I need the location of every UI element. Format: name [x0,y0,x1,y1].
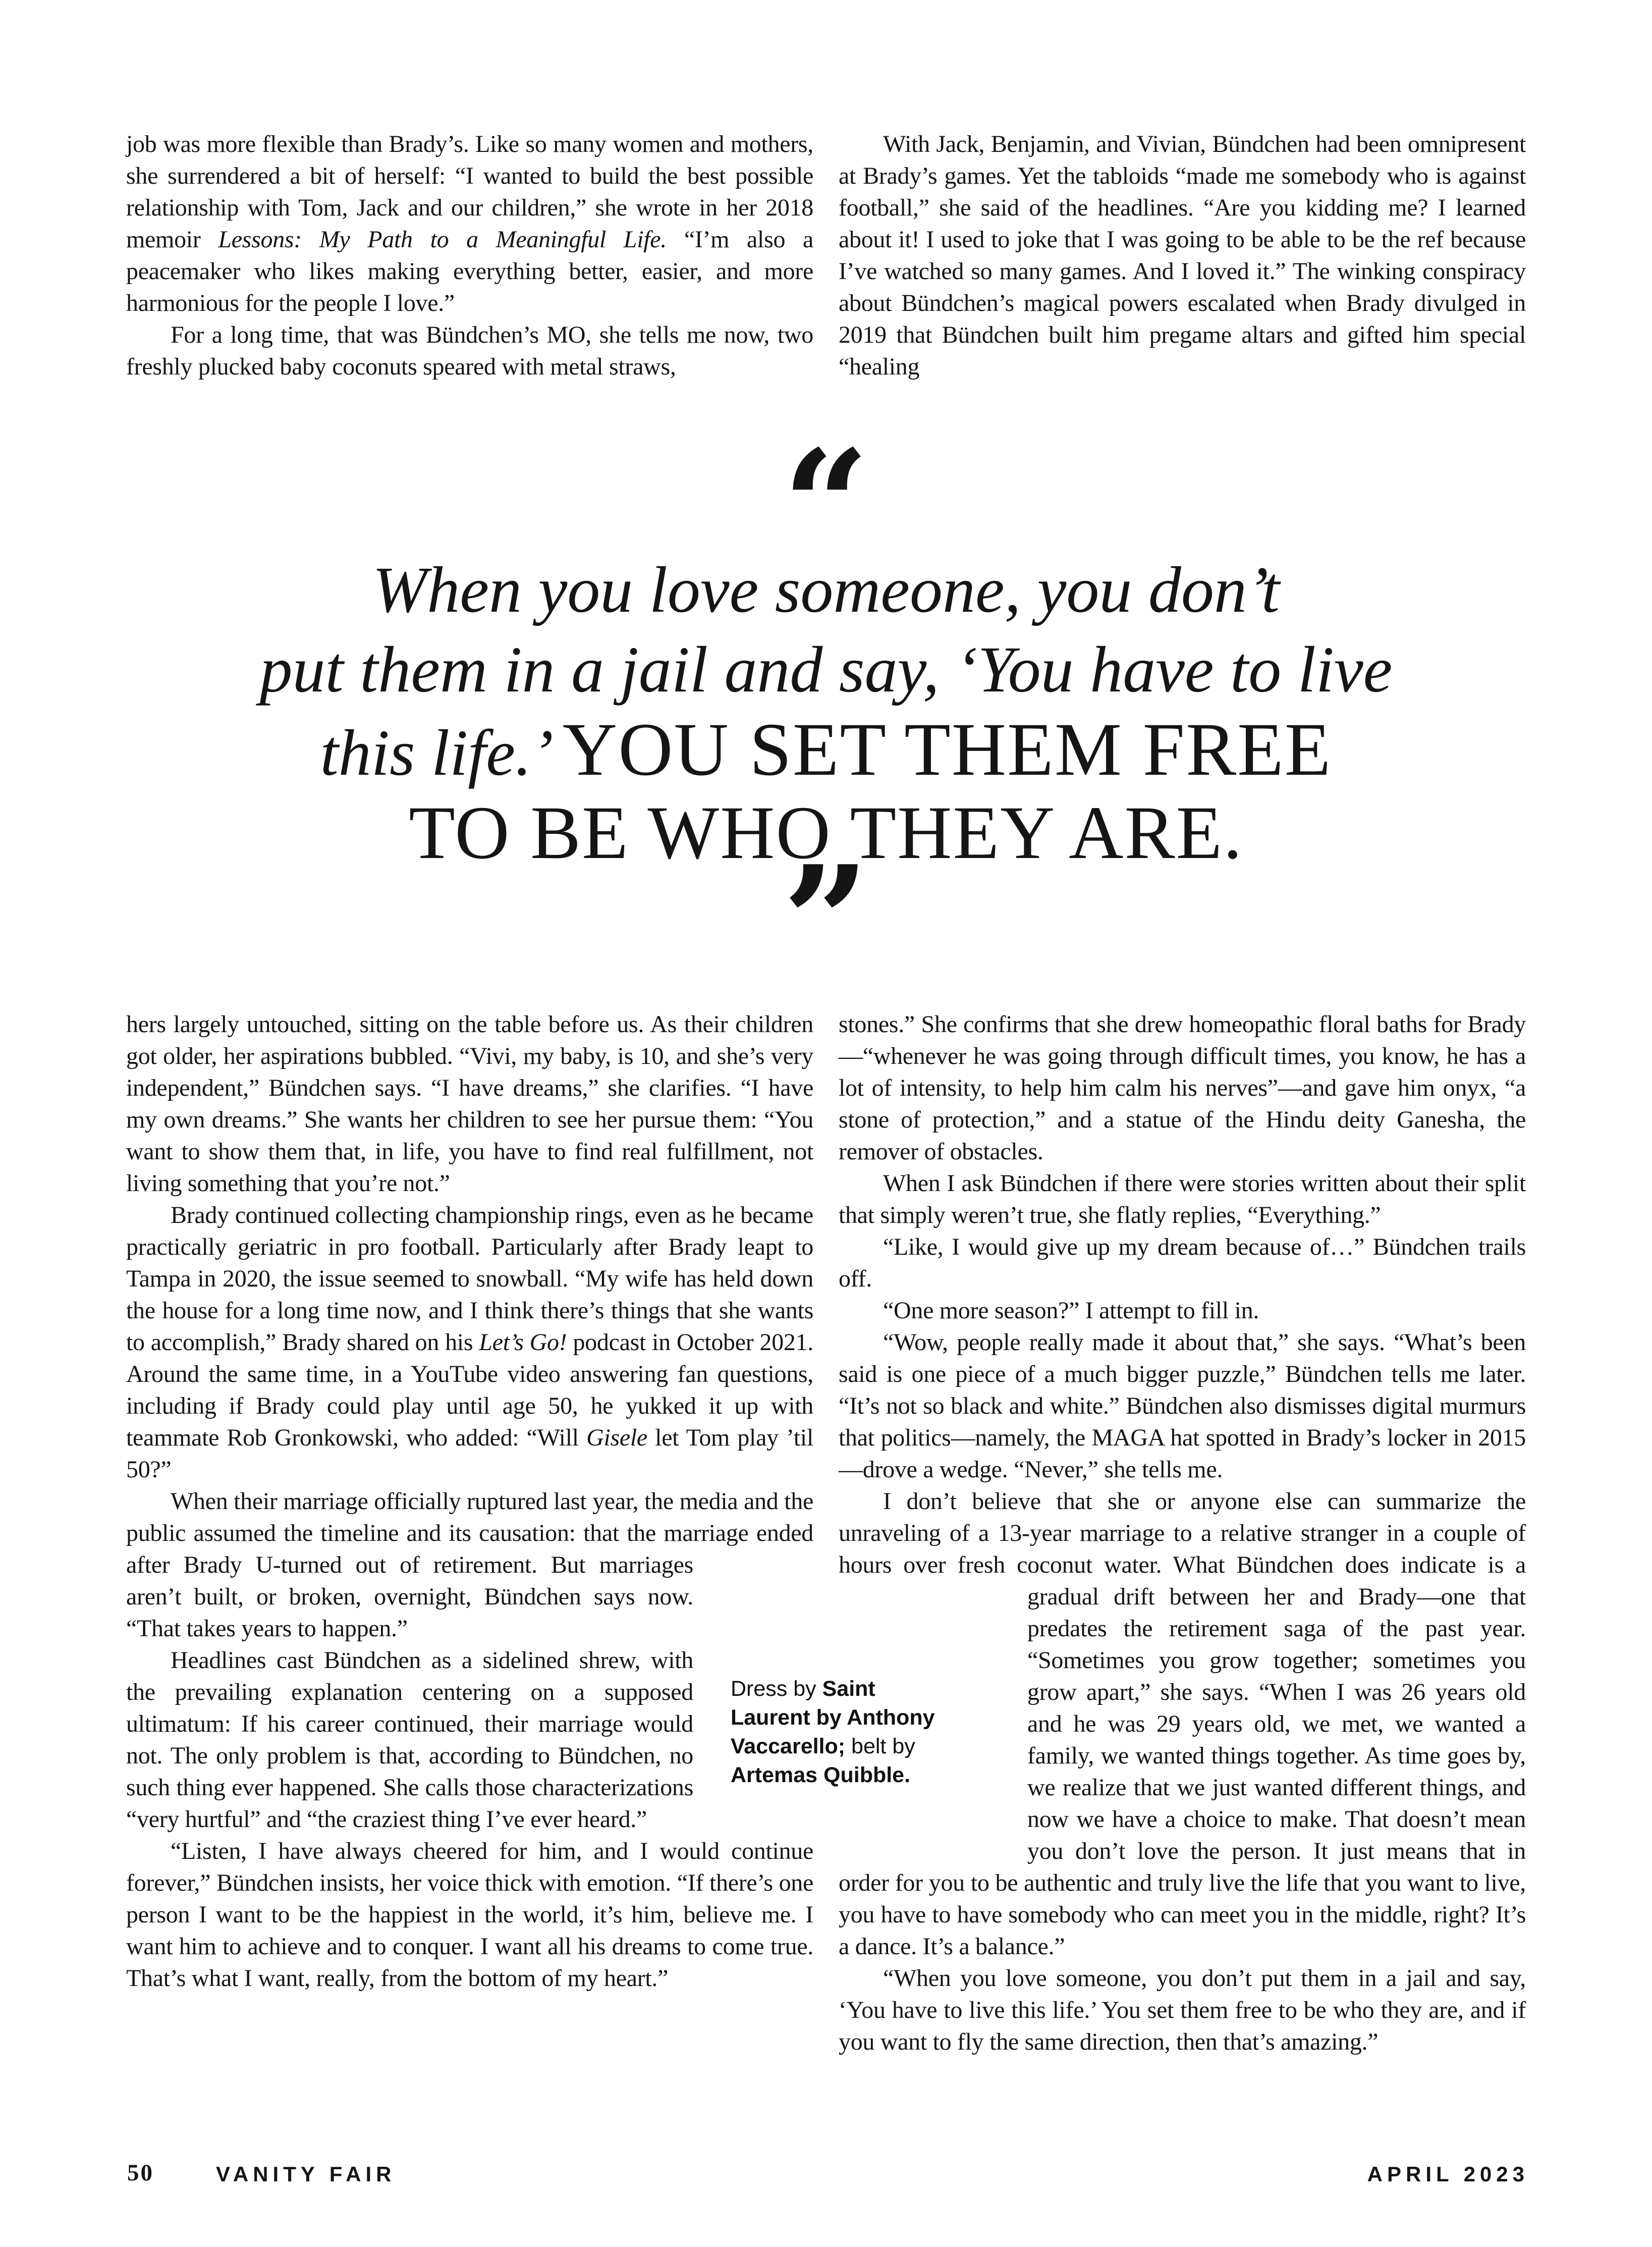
text-segment: Vaccarello; [731,1734,846,1758]
paragraph [839,128,1526,383]
text-segment: “Like, I would give up my dream because of…” Bündchen trails off. [839,1234,1526,1292]
text-segment: When I ask Bündchen if there were stories written about their split that simply weren’t true, she flatly replies, “Everything.” [839,1170,1526,1228]
text-segment: “When you love someone, you don’t put them in a jail and say, ‘You have to live this life.’ You set them free to be who they are, and if you want to fly the same direction, then that’s amazing.” [839,1965,1526,2055]
text-segment: Let’s Go! [479,1329,567,1356]
text-segment: Gisele [586,1424,647,1451]
magazine-name: VANITY FAIR [216,2162,396,2186]
text-segment: “Listen, I have always cheered for him, and I would continue forever,” Bündchen insists, her voice thick with emotion. “If there’s one person I want to be the happiest in the world, it’s him, believe me. I want him to achieve and to conquer. I want all his dreams to come true. That’s what I want, really, from the bottom of my heart.” [126,1838,813,1992]
paragraph [126,1199,813,1485]
page-number: 50 [127,2160,154,2186]
text-segment: marriages aren’t built, or broken, overnight, Bündchen says now. “That takes years to happen.” [126,1552,693,1642]
text-line [731,1761,935,1790]
text-segment: For a long time, that was Bündchen’s MO, she tells me now, two freshly plucked baby coconuts speared with metal straws, [126,322,813,380]
paragraph [126,1485,813,1644]
text-segment: YOU SET THEM FREE [562,708,1332,791]
text-segment: I don’t believe that she or anyone else can summarize the unraveling of a 13-year marriage to a relative stranger in a couple of hours over fresh coconut water. What Bündchen does indicate [839,1488,1526,1578]
text-segment: stones.” She confirms that she drew homeopathic floral baths for Brady—“whenever he was going through difficult times, you know, he has a lot of intensity, to help him calm his nerves”—and gave him onyx, “a stone of protection,” and a statue of the Hindu deity Ganesha, the remover of obstacles. [839,1011,1526,1165]
text-segment: hers largely untouched, sitting on the table before us. As their children got older, her aspirations bubbled. “Vivi, my baby, is 10, and she’s very independent,” Bündchen says. “I have dreams,” she clarifies. “I have my own dreams.” She wants her children to see her pursue them: “You want to show them that, in life, you have to find real fulfillment, not living something that you’re not.” [126,1011,813,1197]
paragraph [839,1295,1526,1326]
paragraph [839,1326,1526,1485]
text-line [131,630,1521,710]
paragraph [126,1835,813,1994]
pull-quote [131,416,1521,1010]
text-segment: Lessons: My Path to a Meaningful Life. [218,226,667,253]
text-segment: podcast in October 2021. Around the same time, in a YouTube video answering fan questions, including if Brady could play until age 50, he yukked it up with teammate Rob Gronkowski, who added: “Will [126,1329,813,1451]
text-segment: When you love someone, you don’t [372,554,1280,626]
text-segment: Saint [822,1677,875,1701]
issue-date: APRIL 2023 [1367,2162,1529,2186]
text-segment: “I’m also a peacemaker who likes making everything better, easier, and more harmonious for the people I love.” [126,226,814,316]
right-column-top [839,128,1526,383]
text-line [731,1732,935,1761]
text-segment: let Tom play ’til 50?” [126,1424,813,1483]
text-segment: put them in a jail and say, ‘You have to live [259,633,1393,706]
paragraph [839,1231,1526,1295]
text-line [131,550,1521,630]
text-segment: is a gradual drift between her and Brady—one that predates the retirement saga of the past year. “Sometimes you grow together; sometimes you grow apart,” she says. “When I was 26 years old and he was 29 years old, we met, we wanted a family, we wanted things together. As time goes by, we realize that we just wanted different things, and now we have a choice to make. That doesn’t mean you don’t love the person. It just means that in order for you to be authentic and truly live the life that you want to live, you have to have somebody who can meet you in the middle, right? It’s a dance. It’s a balance.” [839,1552,1526,1960]
right-column-bottom [839,1008,1526,2058]
left-column-bottom [126,1008,813,1994]
paragraph [839,1485,1526,1962]
paragraph [126,128,813,319]
paragraph [126,319,813,383]
text-segment: Headlines cast Bündchen as a sidelined shrew, with the prevailing explanation centering on a supposed ultimatum: If his career continued, their marriage would not. The only problem is that, according to Bündchen, no such thing ever happened. She calls those characterizations “very hurtful” and “the craziest thing I’ve ever heard.” [126,1647,693,1833]
text-segment: “One more season?” I attempt to fill in. [883,1297,1259,1324]
open-quote-mark-icon: “ [782,416,870,595]
text-segment: TO BE WHO THEY ARE. [409,791,1243,875]
text-segment: belt by [845,1734,915,1758]
text-line [731,1703,935,1732]
close-quote-mark-icon: ” [782,832,870,1010]
text-segment: job was more flexible than Brady’s. Like so many women and mothers, she surrendered a bit of herself: “I wanted to build the best possible relationship with Tom, Jack and our children,” she wrote in her 2018 memoir [126,131,813,253]
paragraph [839,1167,1526,1231]
text-segment: Artemas Quibble. [731,1763,911,1787]
left-column-top [126,128,813,383]
pull-quote-lines [131,550,1521,876]
text-line [731,1675,935,1703]
text-segment: When their marriage officially ruptured last year, the media and the public assumed the timeline and its causation: that the marriage ended after Brady U-turned out of retirement. But [126,1488,813,1578]
photo-credit-caption [731,1675,935,1790]
text-segment: this life.’ [320,717,563,789]
text-line [131,710,1521,793]
text-segment: Laurent by Anthony [731,1705,935,1730]
paragraph [126,1008,813,1199]
text-segment: Brady continued collecting championship rings, even as he became practically geriatric in pro football. Particularly after Brady leapt to Tampa in 2020, the issue seemed to snowball. “My wife has held down the house for a long time now, and I think there’s things that she wants to accomplish,” Brady shared on his [126,1202,813,1356]
text-segment: Dress by [731,1677,822,1701]
paragraph [839,1008,1526,1167]
text-segment: With Jack, Benjamin, and Vivian, Bündchen had been omnipresent at Brady’s games. Yet the tabloids “made me somebody who is against football,” she said of the headlines. “Are you kidding me? I learned about it! I used to joke that I was going to be able to be the ref because I’ve watched so many games. And I loved it.” The winking conspiracy about Bündchen’s magical powers escalated when Brady divulged in 2019 that Bündchen built him pregame altars and gifted him special “healing [839,131,1526,380]
paragraph [839,1962,1526,2058]
text-segment: “Wow, people really made it about that,” she says. “What’s been said is one piece of a much bigger puzzle,” Bündchen tells me later. “It’s not so black and white.” Bündchen also dismisses digital murmurs that politics—namely, the MAGA hat spotted in Brady’s locker in 2015—drove a wedge. “Never,” she tells me. [839,1329,1526,1483]
